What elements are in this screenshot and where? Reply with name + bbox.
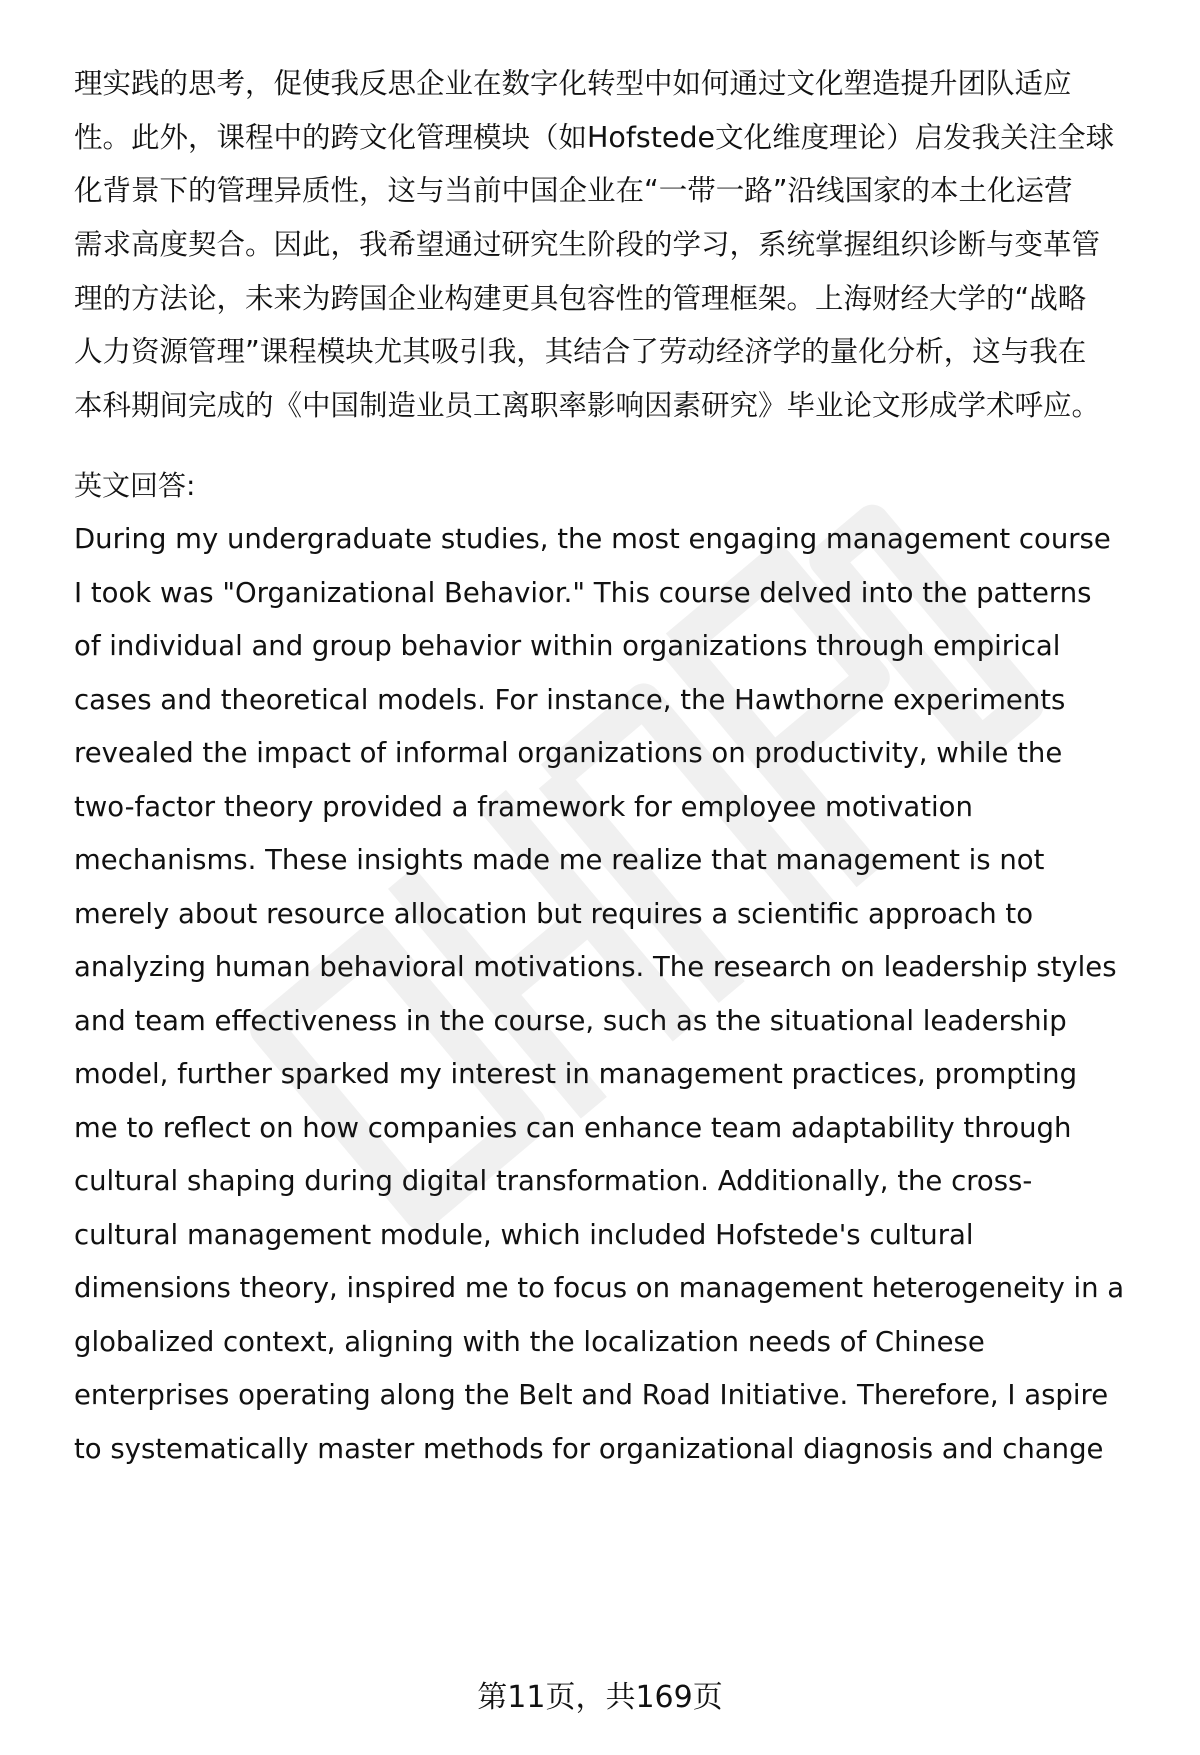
chinese-paragraph-line: 性。此外，课程中的跨文化管理模块（如Hofstede文化维度理论）启发我关注全球 [74,121,1115,154]
english-paragraph-line: enterprises operating along the Belt and Road Initiative. Therefore, I aspire [74,1379,1109,1411]
english-paragraph-line: cases and theoretical models. For instance, the Hawthorne experiments [74,684,1066,716]
english-paragraph-line: mechanisms. These insights made me realize that management is not [74,844,1045,876]
page-number-footer: 第11页，共169页 [477,1680,723,1715]
english-paragraph-line: to systematically master methods for organizational diagnosis and change [74,1433,1104,1465]
english-paragraph-line: cultural shaping during digital transformation. Additionally, the cross- [74,1165,1033,1197]
english-paragraph-line: dimensions theory, inspired me to focus on management heterogeneity in a [74,1272,1125,1304]
chinese-paragraph-line: 化背景下的管理异质性，这与当前中国企业在“一带一路”沿线国家的本土化运营 [74,174,1073,207]
english-paragraph-line: revealed the impact of informal organizations on productivity, while the [74,737,1063,769]
chinese-paragraph-line: 需求高度契合。因此，我希望通过研究生阶段的学习，系统掌握组织诊断与变革管 [74,228,1101,261]
english-paragraph-line: me to reflect on how companies can enhance team adaptability through [74,1112,1072,1144]
english-paragraph-line: model, further sparked my interest in management practices, prompting [74,1058,1078,1090]
english-paragraph-line: globalized context, aligning with the localization needs of Chinese [74,1326,985,1358]
english-answer-heading: 英文回答: [74,469,196,502]
chinese-paragraph-line: 人力资源管理”课程模块尤其吸引我，其结合了劳动经济学的量化分析，这与我在 [74,335,1087,368]
english-paragraph-line: of individual and group behavior within organizations through empirical [74,630,1061,662]
english-paragraph-line: two-factor theory provided a framework for employee motivation [74,791,973,823]
english-paragraph-line: I took was "Organizational Behavior." This course delved into the patterns [74,577,1092,609]
english-paragraph-line: analyzing human behavioral motivations. The research on leadership styles [74,951,1117,983]
english-paragraph-line: During my undergraduate studies, the most engaging management course [74,523,1111,555]
english-paragraph-line: merely about resource allocation but requires a scientific approach to [74,898,1034,930]
chinese-paragraph-line: 理的方法论，未来为跨国企业构建更具包容性的管理框架。上海财经大学的“战略 [74,282,1087,315]
english-paragraph-line: cultural management module, which included Hofstede's cultural [74,1219,974,1251]
chinese-paragraph-line: 理实践的思考，促使我反思企业在数字化转型中如何通过文化塑造提升团队适应 [74,67,1072,100]
english-paragraph-line: and team effectiveness in the course, such as the situational leadership [74,1005,1067,1037]
chinese-paragraph-line: 本科期间完成的《中国制造业员工离职率影响因素研究》毕业论文形成学术呼应。 [74,389,1101,422]
